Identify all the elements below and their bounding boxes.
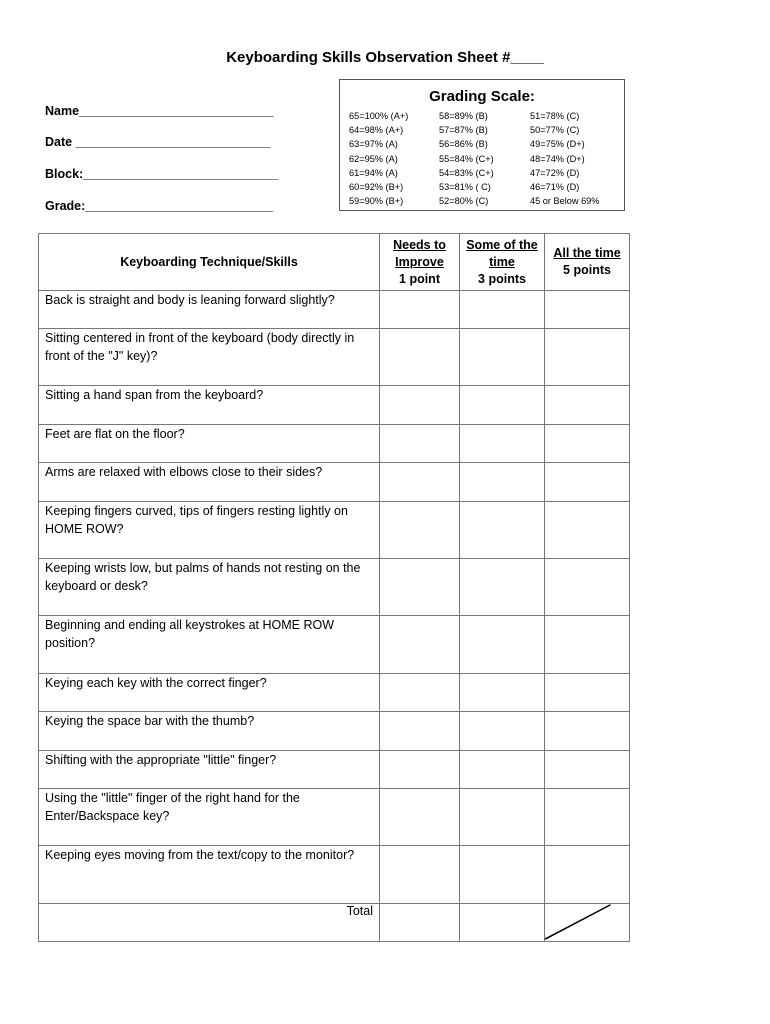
grading-scale-title: Grading Scale: [429,88,535,105]
needs-to-improve-cell[interactable] [380,846,460,904]
grading-scale-entry: 55=84% (C+) [439,153,494,164]
some-of-the-time-header: Some of the time 3 points [460,234,545,291]
all-the-time-cell[interactable] [545,425,630,463]
total-all-the-time-crossed-cell [545,904,630,942]
needs-to-improve-cell[interactable] [380,712,460,751]
some-of-the-time-cell[interactable] [460,463,545,502]
needs-to-improve-cell[interactable] [380,674,460,712]
needs-to-improve-cell[interactable] [380,751,460,789]
total-row [39,904,630,942]
total-label: Total [39,904,380,942]
skill-description: Arms are relaxed with elbows close to their sides? [39,463,380,502]
skills-table [38,233,630,942]
skill-row [39,751,630,789]
all-the-time-cell[interactable] [545,386,630,425]
skill-row [39,291,630,329]
grading-scale-entry: 64=98% (A+) [349,125,404,136]
grading-scale-entry: 61=94% (A) [349,167,398,178]
skill-description: Back is straight and body is leaning forward slightly? [39,291,380,329]
all-the-time-cell[interactable] [545,712,630,751]
needs-to-improve-cell[interactable] [380,463,460,502]
some-of-the-time-cell[interactable] [460,559,545,616]
all-the-time-cell[interactable] [545,502,630,559]
total-needs-to-improve-cell[interactable] [380,904,460,942]
some-of-the-time-cell[interactable] [460,712,545,751]
grading-scale-entry: 62=95% (A) [349,153,398,164]
skill-description: Shifting with the appropriate "little" finger? [39,751,380,789]
grading-scale-column-1 [349,109,408,208]
some-of-the-time-cell[interactable] [460,291,545,329]
grading-scale-box [339,79,625,211]
needs-to-improve-cell[interactable] [380,425,460,463]
needs-to-improve-cell[interactable] [380,789,460,846]
needs-to-improve-cell[interactable] [380,386,460,425]
grading-scale-entry: 50=77% (C) [530,125,580,136]
grading-scale-entry: 65=100% (A+) [349,111,409,121]
name-field[interactable]: Name____________________________ [45,104,274,118]
skill-description: Keeping eyes moving from the text/copy to the monitor? [39,846,380,904]
skill-row [39,425,630,463]
skill-row [39,502,630,559]
some-of-the-time-cell[interactable] [460,846,545,904]
skill-row [39,712,630,751]
skill-description: Sitting centered in front of the keyboard (body directly in front of the "J" key)? [39,329,380,386]
grading-scale-entry: 53=81% ( C) [439,182,491,193]
all-the-time-cell[interactable] [545,559,630,616]
grading-scale-entry: 54=83% (C+) [439,167,494,178]
grading-scale-entry: 60=92% (B+) [349,182,404,193]
skills-column-header: Keyboarding Technique/Skills [39,234,380,291]
grading-scale-entry: 59=90% (B+) [349,196,404,207]
skill-description: Keying the space bar with the thumb? [39,712,380,751]
grading-scale-entry: 46=71% (D) [530,182,580,193]
some-of-the-time-cell[interactable] [460,751,545,789]
skill-description: Using the "little" finger of the right hand for the Enter/Backspace key? [39,789,380,846]
page-title: Keyboarding Skills Observation Sheet #____ [226,49,544,66]
some-of-the-time-cell[interactable] [460,386,545,425]
all-the-time-cell[interactable] [545,751,630,789]
all-the-time-cell[interactable] [545,789,630,846]
skill-row [39,463,630,502]
skill-description: Feet are flat on the floor? [39,425,380,463]
grading-scale-entry: 48=74% (D+) [530,153,585,164]
grading-scale-column-2 [439,109,494,208]
skill-description: Sitting a hand span from the keyboard? [39,386,380,425]
diagonal-strike-line [545,904,629,941]
skill-description: Keeping wrists low, but palms of hands not resting on the keyboard or desk? [39,559,380,616]
some-of-the-time-cell[interactable] [460,502,545,559]
skill-row [39,674,630,712]
skill-description: Keeping fingers curved, tips of fingers resting lightly on HOME ROW? [39,502,380,559]
grading-scale-entry: 51=78% (C) [530,111,580,121]
skill-row [39,329,630,386]
date-field[interactable]: Date ____________________________ [45,135,271,149]
total-some-of-the-time-cell[interactable] [460,904,545,942]
skill-row [39,789,630,846]
needs-to-improve-cell[interactable] [380,502,460,559]
needs-to-improve-cell[interactable] [380,616,460,674]
skill-row [39,386,630,425]
some-of-the-time-cell[interactable] [460,616,545,674]
grading-scale-entry: 49=75% (D+) [530,139,585,150]
some-of-the-time-cell[interactable] [460,329,545,386]
skill-row [39,559,630,616]
needs-to-improve-cell[interactable] [380,329,460,386]
grading-scale-entry: 56=86% (B) [439,139,488,150]
grading-scale-entry: 45 or Below 69% [530,196,600,207]
grading-scale-entry: 58=89% (B) [439,111,488,121]
some-of-the-time-cell[interactable] [460,425,545,463]
skill-row [39,846,630,904]
skill-row [39,616,630,674]
needs-to-improve-header: Needs to Improve 1 point [380,234,460,291]
grading-scale-entry: 57=87% (B) [439,125,488,136]
needs-to-improve-cell[interactable] [380,291,460,329]
skill-description: Beginning and ending all keystrokes at HOME ROW position? [39,616,380,674]
all-the-time-cell[interactable] [545,463,630,502]
grading-scale-column-3 [530,109,599,208]
grading-scale-entry: 52=80% (C) [439,196,489,207]
grading-scale-entry: 47=72% (D) [530,167,580,178]
block-field[interactable]: Block:____________________________ [45,167,278,181]
skill-description: Keying each key with the correct finger? [39,674,380,712]
all-the-time-header: All the time 5 points [545,234,630,291]
all-the-time-cell[interactable] [545,616,630,674]
needs-to-improve-cell[interactable] [380,559,460,616]
grade-field[interactable]: Grade:___________________________ [45,199,273,213]
some-of-the-time-cell[interactable] [460,674,545,712]
some-of-the-time-cell[interactable] [460,789,545,846]
all-the-time-cell[interactable] [545,846,630,904]
all-the-time-cell[interactable] [545,329,630,386]
all-the-time-cell[interactable] [545,674,630,712]
all-the-time-cell[interactable] [545,291,630,329]
grading-scale-entry: 63=97% (A) [349,139,398,150]
